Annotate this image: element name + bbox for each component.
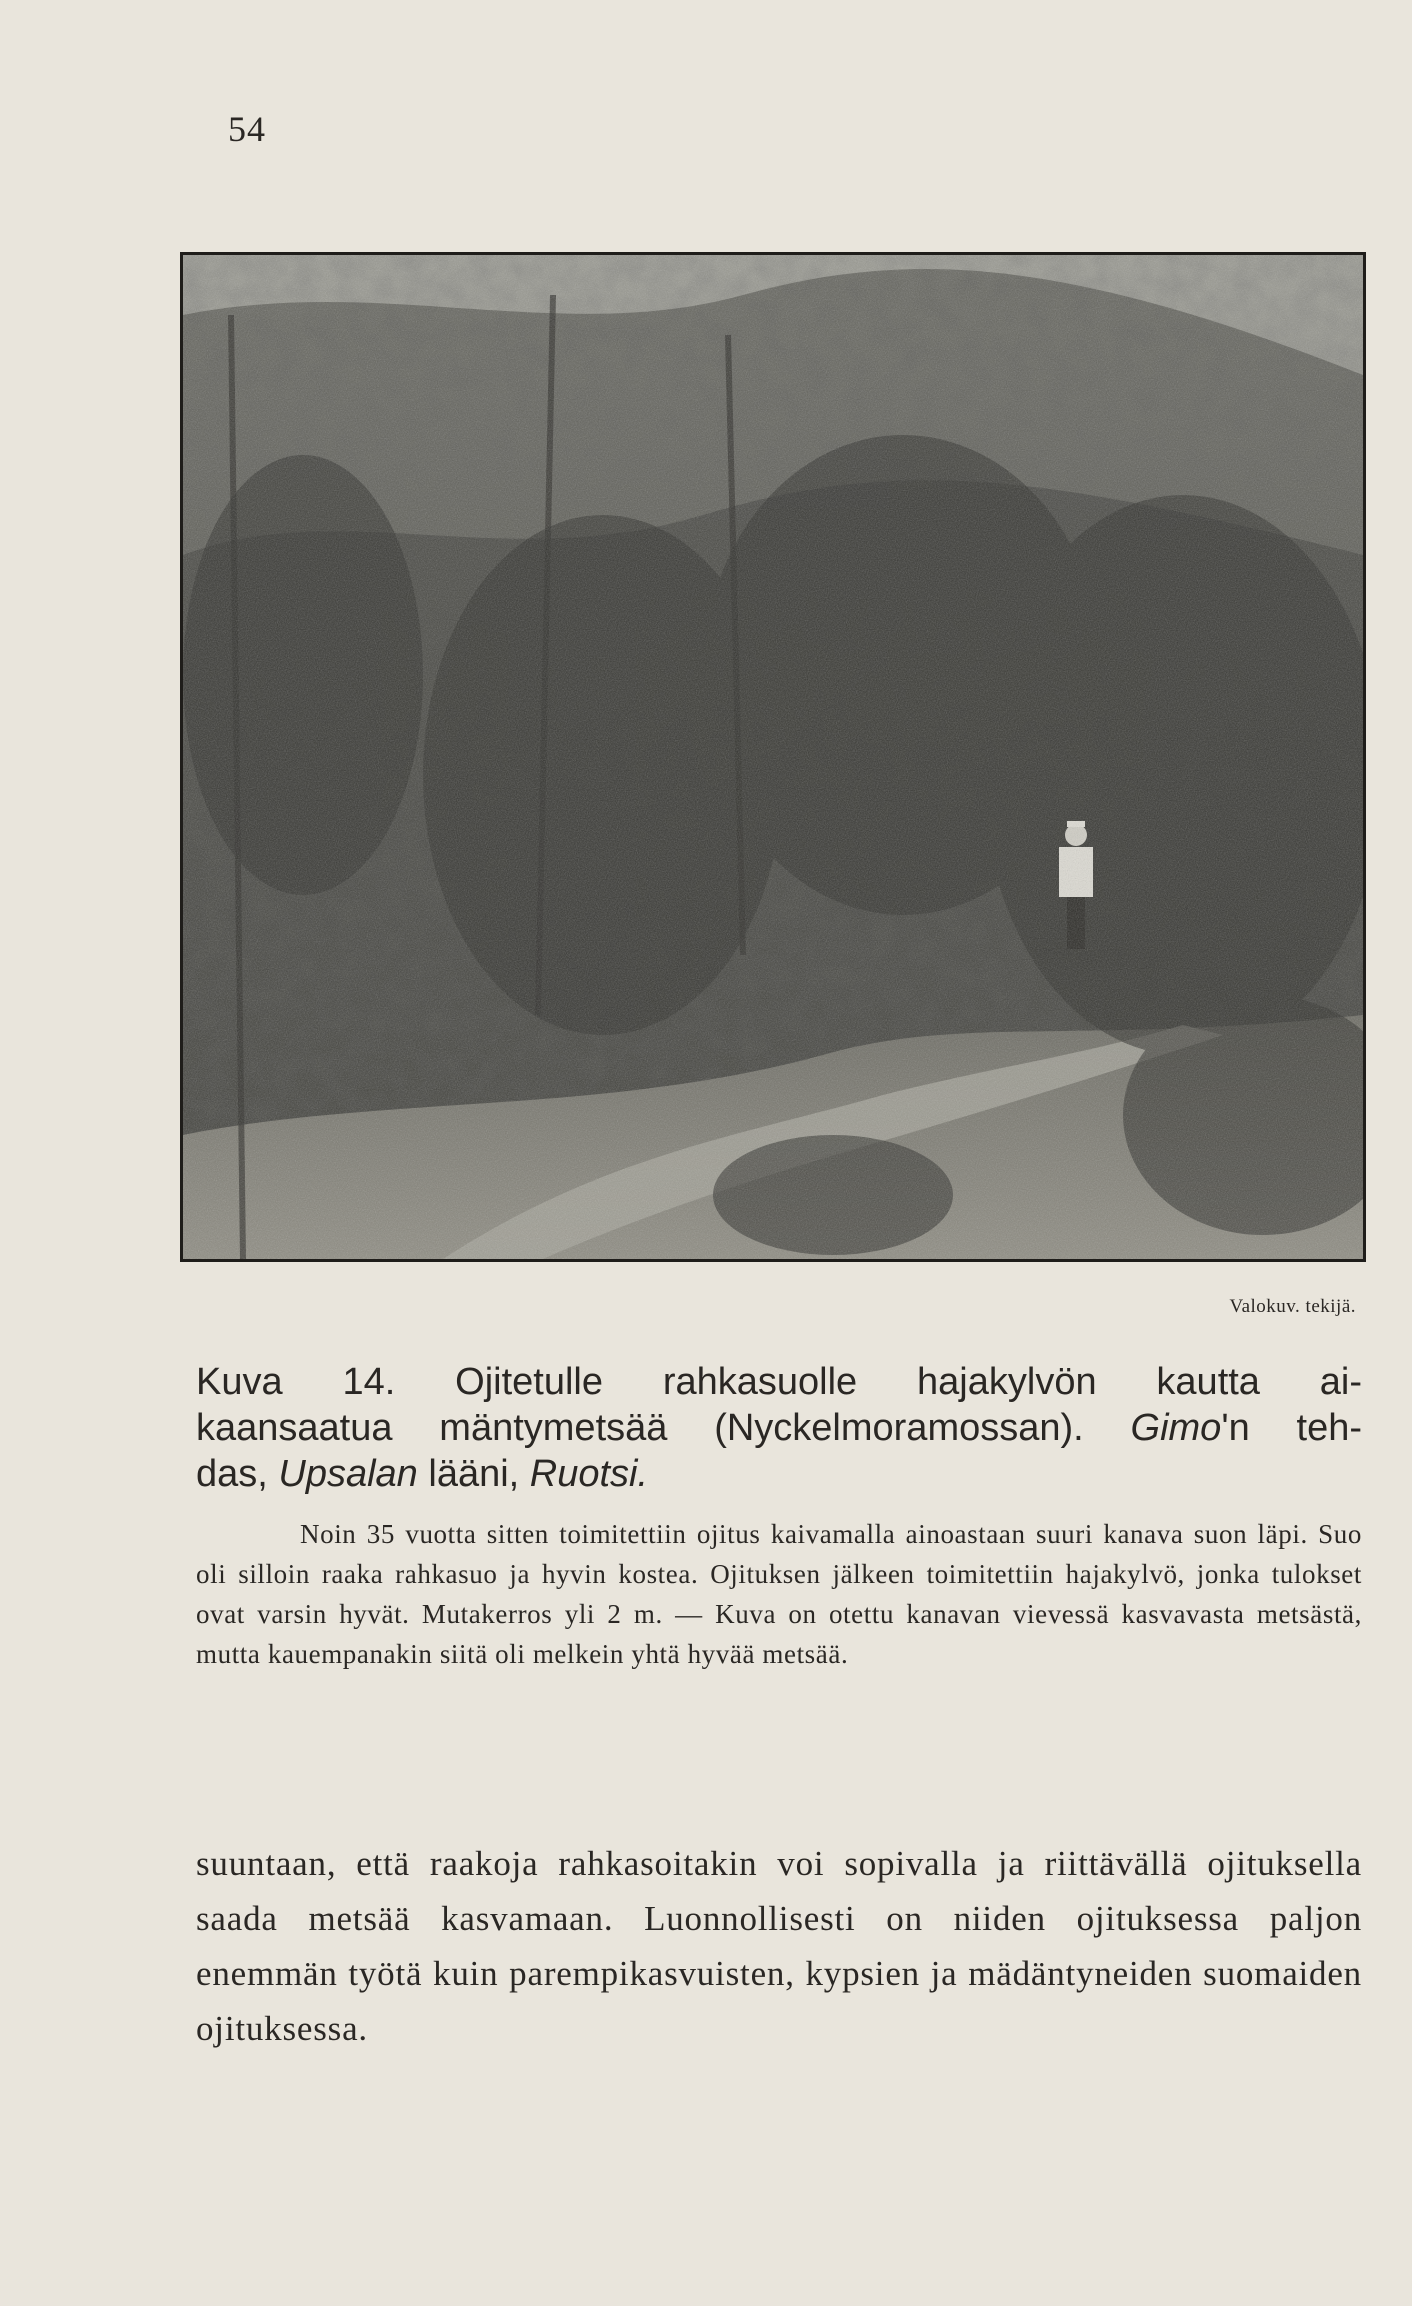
body-paragraph: suuntaan, että raakoja rahkasoitakin voi sopivalla ja riittävällä ojituksella saada metsää kasvamaan. Luonnollisesti on niiden ojituksessa paljon enemmän työtä kuin parempikasvuisten, kypsien ja mädäntyneiden suomaiden ojituksessa. [196, 1844, 1362, 2048]
forest-photograph [180, 252, 1366, 1262]
forest-photograph-illustration [183, 255, 1363, 1259]
photo-credit: Valokuv. tekijä. [1229, 1296, 1356, 1317]
figure-caption-line-3: das, Upsalan lääni, Ruotsi. [196, 1453, 649, 1495]
figure-label: Kuva 14. [196, 1361, 396, 1403]
page-number: 54 [228, 109, 266, 149]
figure-caption-line-2: kaansaatua mäntymetsää (Nyckelmoramossan). Gimo'n teh- [196, 1407, 1362, 1449]
figure-caption-line-1: Kuva 14. Ojitetulle rahkasuolle hajakylvön kautta ai- [196, 1361, 1363, 1403]
figure-note: Noin 35 vuotta sitten toimitettiin ojitus kaivamalla ainoastaan suuri kanava suon läpi. Suo oli silloin raaka rahkasuo ja hyvin kostea. Ojituksen jälkeen toimitettiin hajakylvö, jonka tulokset ovat varsin hyvät. Mutakerros yli 2 m. — Kuva on otettu kanavan vievessä kasvavasta metsästä, mutta kauempanakin siitä oli melkein yhtä hyvää metsää. [196, 1519, 1362, 1669]
